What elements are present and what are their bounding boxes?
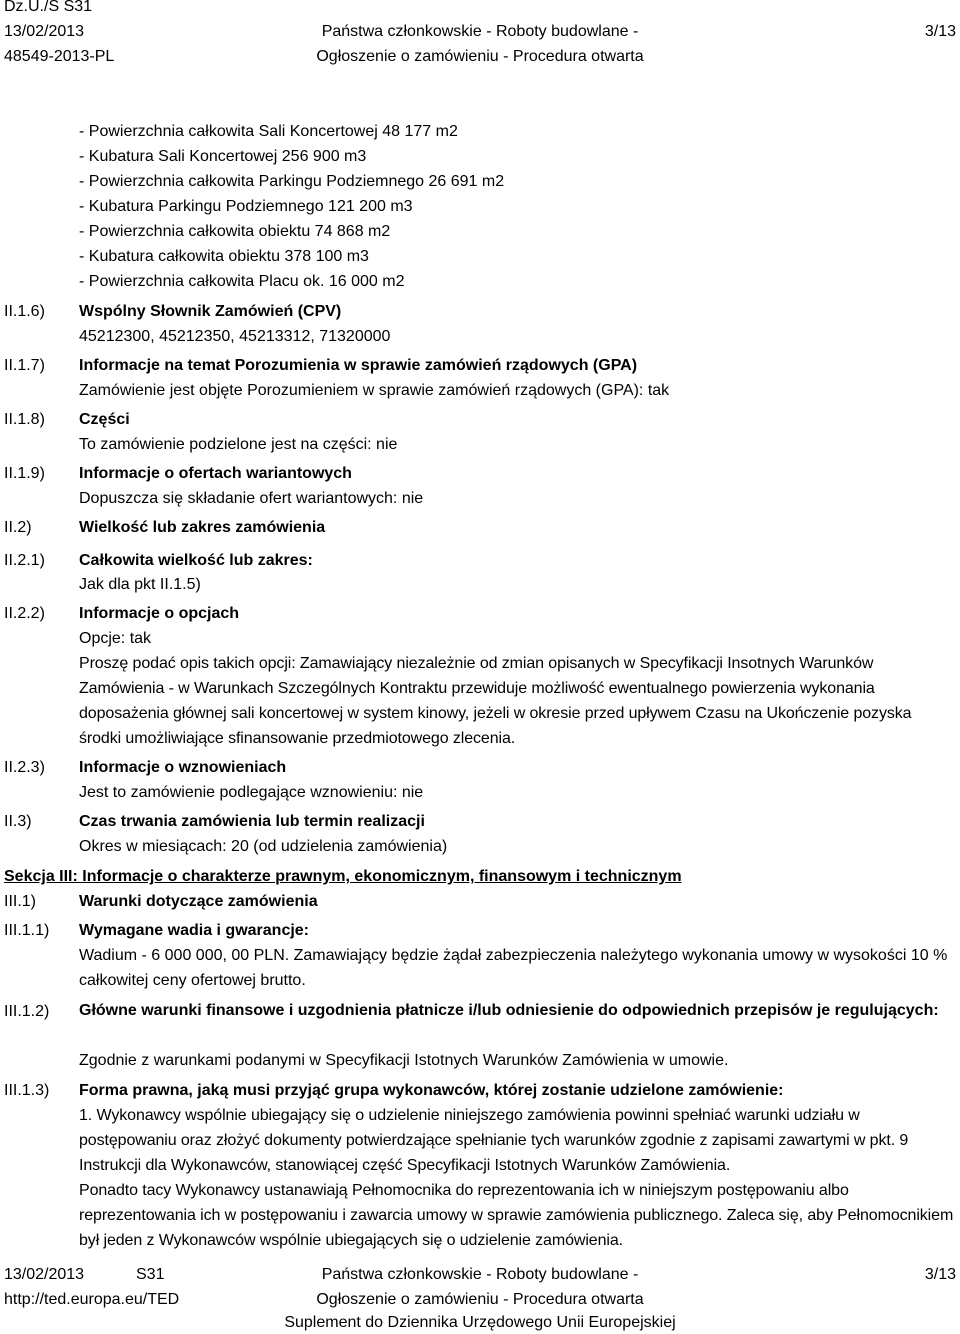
conditions-title: Warunki dotyczące zamówienia (79, 893, 318, 910)
section-label: III.1) (4, 893, 37, 910)
section-label: II.2.2) (4, 605, 45, 622)
legal-form-representative: Ponadto tacy Wykonawcy ustanawiają Pełnomocnika do reprezentowania ich w niniejszym postępowaniu albo reprezentowania ich w postępowaniu i zawarcia umowy w sprawie zamówienia publicznego. Zaleca się, aby Pełnomocnikiem był jeden z Wykonawców wspólnie ubiegających się o udzielenie zamówienia. (79, 1182, 954, 1249)
parts-title: Części (79, 411, 130, 428)
duration-title: Czas trwania zamówienia lub termin realizacji (79, 813, 425, 830)
header-id: 48549-2013-PL (4, 48, 115, 65)
duration-value: Okres w miesiącach: 20 (od udzielenia zamówienia) (79, 838, 448, 855)
cpv-codes: 45212300, 45212350, 45213312, 71320000 (79, 328, 391, 345)
finance-value: Zgodnie z warunkami podanymi w Specyfikacji Istotnych Warunków Zamówienia w umowie. (79, 1052, 729, 1069)
footer-title-line1: Państwa członkowskie - Roboty budowlane - (321, 1266, 639, 1283)
deposits-title: Wymagane wadia i gwarancje: (79, 922, 310, 939)
total-scope-title: Całkowita wielkość lub zakres: (79, 552, 313, 569)
footer-url: http://ted.europa.eu/TED (4, 1291, 180, 1308)
list-item: - Powierzchnia całkowita Placu ok. 16 000 m2 (79, 273, 405, 290)
section-label: II.1.6) (4, 303, 45, 320)
variants-value: Dopuszcza się składanie ofert wariantowych: nie (79, 490, 424, 507)
header-ref: Dz.U./S S31 (4, 0, 93, 15)
section-label: II.2) (4, 519, 32, 536)
legal-form-value: 1. Wykonawcy wspólnie ubiegający się o udzielenie niniejszego zamówienia powinni spełniać warunki udziału w postępowaniu oraz złożyć dokumenty potwierdzające spełnianie tych warunków zgodnie z zapisami zawartymi w pkt. 9 Instrukcji dla Wykonawców, stanowiącej część Specyfikacji Istotnych Warunków Zamówienia. (79, 1107, 909, 1174)
scope-title: Wielkość lub zakres zamówienia (79, 519, 326, 536)
list-item: - Kubatura Parkingu Podziemnego 121 200 m3 (79, 198, 413, 215)
section-label: II.1.8) (4, 411, 45, 428)
section-label: II.3) (4, 813, 32, 830)
cpv-title: Wspólny Słownik Zamówień (CPV) (79, 303, 342, 320)
options-description: Proszę podać opis takich opcji: Zamawiający niezależnie od zmian opisanych w Specyfikacji Insotnych Warunków Zamówienia - w Warunkach Szczególnych Kontraktu przewiduje możliwość ewentualnego powierzenia wykonania doposażenia głównej sali koncertowej w system kinowy, jeżeli w okresie przed upływem Czasu na Ukończenie pozyska środki umożliwiające sfinansowanie przedmiotowego zlecenia. (79, 655, 912, 747)
legal-form-title: Forma prawna, jaką musi przyjąć grupa wykonawców, której zostanie udzielone zamówienie: (79, 1082, 784, 1099)
footer-title-line2: Ogłoszenie o zamówieniu - Procedura otwarta (316, 1291, 644, 1308)
total-scope-value: Jak dla pkt II.1.5) (79, 576, 201, 593)
header-title-line2: Ogłoszenie o zamówieniu - Procedura otwarta (316, 48, 644, 65)
options-title: Informacje o opcjach (79, 605, 240, 622)
section-label: III.1.1) (4, 922, 50, 939)
section-label: II.2.1) (4, 552, 45, 569)
section-iii-heading: Sekcja III: Informacje o charakterze prawnym, ekonomicznym, finansowym i technicznym (4, 868, 682, 885)
variants-title: Informacje o ofertach wariantowych (79, 465, 352, 482)
gpa-title: Informacje na temat Porozumienia w sprawie zamówień rządowych (GPA) (79, 357, 638, 374)
renewals-value: Jest to zamówienie podlegające wznowieniu: nie (79, 784, 424, 801)
list-item: - Powierzchnia całkowita obiektu 74 868 m2 (79, 223, 391, 240)
list-item: - Powierzchnia całkowita Sali Koncertowej 48 177 m2 (79, 123, 458, 140)
gpa-value: Zamówienie jest objęte Porozumieniem w sprawie zamówień rządowych (GPA): tak (79, 382, 670, 399)
footer-page: 3/13 (924, 1266, 956, 1283)
list-item: - Kubatura Sali Koncertowej 256 900 m3 (79, 148, 367, 165)
options-value: Opcje: tak (79, 630, 152, 647)
list-item: - Kubatura całkowita obiektu 378 100 m3 (79, 248, 369, 265)
section-label: II.2.3) (4, 759, 45, 776)
footer-date: 13/02/2013 (4, 1266, 85, 1283)
deposits-value: Wadium - 6 000 000, 00 PLN. Zamawiający będzie żądał zabezpieczenia należytego wykonania umowy w wysokości 10 % całkowitej ceny ofertowej brutto. (79, 947, 948, 989)
renewals-title: Informacje o wznowieniach (79, 759, 287, 776)
header-page: 3/13 (924, 23, 956, 40)
list-item: - Powierzchnia całkowita Parkingu Podziemnego 26 691 m2 (79, 173, 505, 190)
footer-title-line3: Suplement do Dziennika Urzędowego Unii Europejskiej (284, 1314, 676, 1331)
header-title-line1: Państwa członkowskie - Roboty budowlane - (321, 23, 639, 40)
parts-value: To zamówienie podzielone jest na części: nie (79, 436, 398, 453)
header-date: 13/02/2013 (4, 23, 85, 40)
section-label: III.1.3) (4, 1082, 50, 1099)
section-label: III.1.2) (4, 1003, 50, 1020)
footer-series: S31 (136, 1266, 165, 1283)
section-label: II.1.9) (4, 465, 45, 482)
finance-title: Główne warunki finansowe i uzgodnienia płatnicze i/lub odniesienie do odpowiednich przepisów je regulujących: (79, 1002, 939, 1019)
section-label: II.1.7) (4, 357, 45, 374)
